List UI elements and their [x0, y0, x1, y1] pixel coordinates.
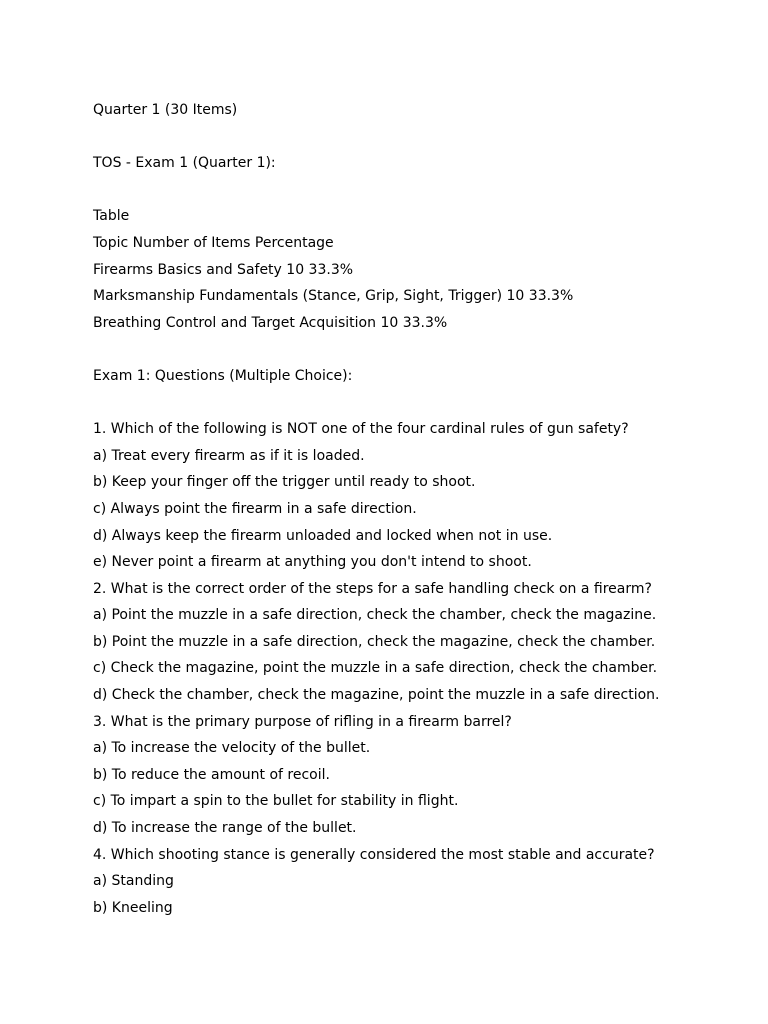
- answer-choice: a) Standing: [93, 873, 174, 890]
- spacer: [93, 390, 733, 417]
- answer-choice: a) Point the muzzle in a safe direction, check the chamber, check the magazine.: [93, 607, 657, 624]
- table-row: Breathing Control and Target Acquisition 10 33.3%: [93, 314, 448, 331]
- answer-choice: c) To impart a spin to the bullet for stability in flight.: [93, 793, 459, 810]
- quarter-heading: Quarter 1 (30 Items): [93, 102, 238, 118]
- answer-choice: d) To increase the range of the bullet.: [93, 820, 357, 837]
- question-item: [93, 416, 733, 576]
- question-text: 3. What is the primary purpose of rifling in a firearm barrel?: [93, 713, 512, 730]
- answer-choice: b) Keep your finger off the trigger until ready to shoot.: [93, 474, 476, 491]
- spacer: [93, 177, 733, 204]
- question-text: 2. What is the correct order of the steps for a safe handling check on a firearm?: [93, 580, 652, 597]
- question-item: [93, 709, 733, 842]
- answer-choice: a) To increase the velocity of the bullet.: [93, 740, 371, 757]
- answer-choice: b) Kneeling: [93, 899, 173, 916]
- table-header: Topic Number of Items Percentage: [93, 234, 334, 251]
- question-list: [93, 416, 733, 921]
- question-item: [93, 842, 733, 922]
- question-text: 4. Which shooting stance is generally considered the most stable and accurate?: [93, 846, 655, 863]
- table-row: Firearms Basics and Safety 10 33.3%: [93, 261, 354, 278]
- answer-choice: b) To reduce the amount of recoil.: [93, 766, 330, 783]
- spacer: [93, 124, 733, 151]
- question-text: 1. Which of the following is NOT one of the four cardinal rules of gun safety?: [93, 421, 629, 438]
- answer-choice: c) Check the magazine, point the muzzle in a safe direction, check the chamber.: [93, 660, 658, 677]
- table-row: Marksmanship Fundamentals (Stance, Grip, Sight, Trigger) 10 33.3%: [93, 288, 574, 305]
- question-item: [93, 576, 733, 709]
- document-body: [93, 97, 733, 921]
- spacer: [93, 336, 733, 363]
- answer-choice: b) Point the muzzle in a safe direction, check the magazine, check the chamber.: [93, 633, 656, 650]
- tos-table: [93, 203, 733, 336]
- table-label: Table: [93, 208, 130, 225]
- questions-heading: Exam 1: Questions (Multiple Choice):: [93, 367, 353, 384]
- tos-heading: TOS - Exam 1 (Quarter 1):: [93, 155, 276, 172]
- answer-choice: a) Treat every firearm as if it is loaded.: [93, 447, 365, 464]
- answer-choice: e) Never point a firearm at anything you don't intend to shoot.: [93, 554, 532, 571]
- answer-choice: c) Always point the firearm in a safe direction.: [93, 500, 417, 517]
- answer-choice: d) Check the chamber, check the magazine, point the muzzle in a safe direction.: [93, 687, 660, 704]
- answer-choice: d) Always keep the firearm unloaded and locked when not in use.: [93, 527, 553, 544]
